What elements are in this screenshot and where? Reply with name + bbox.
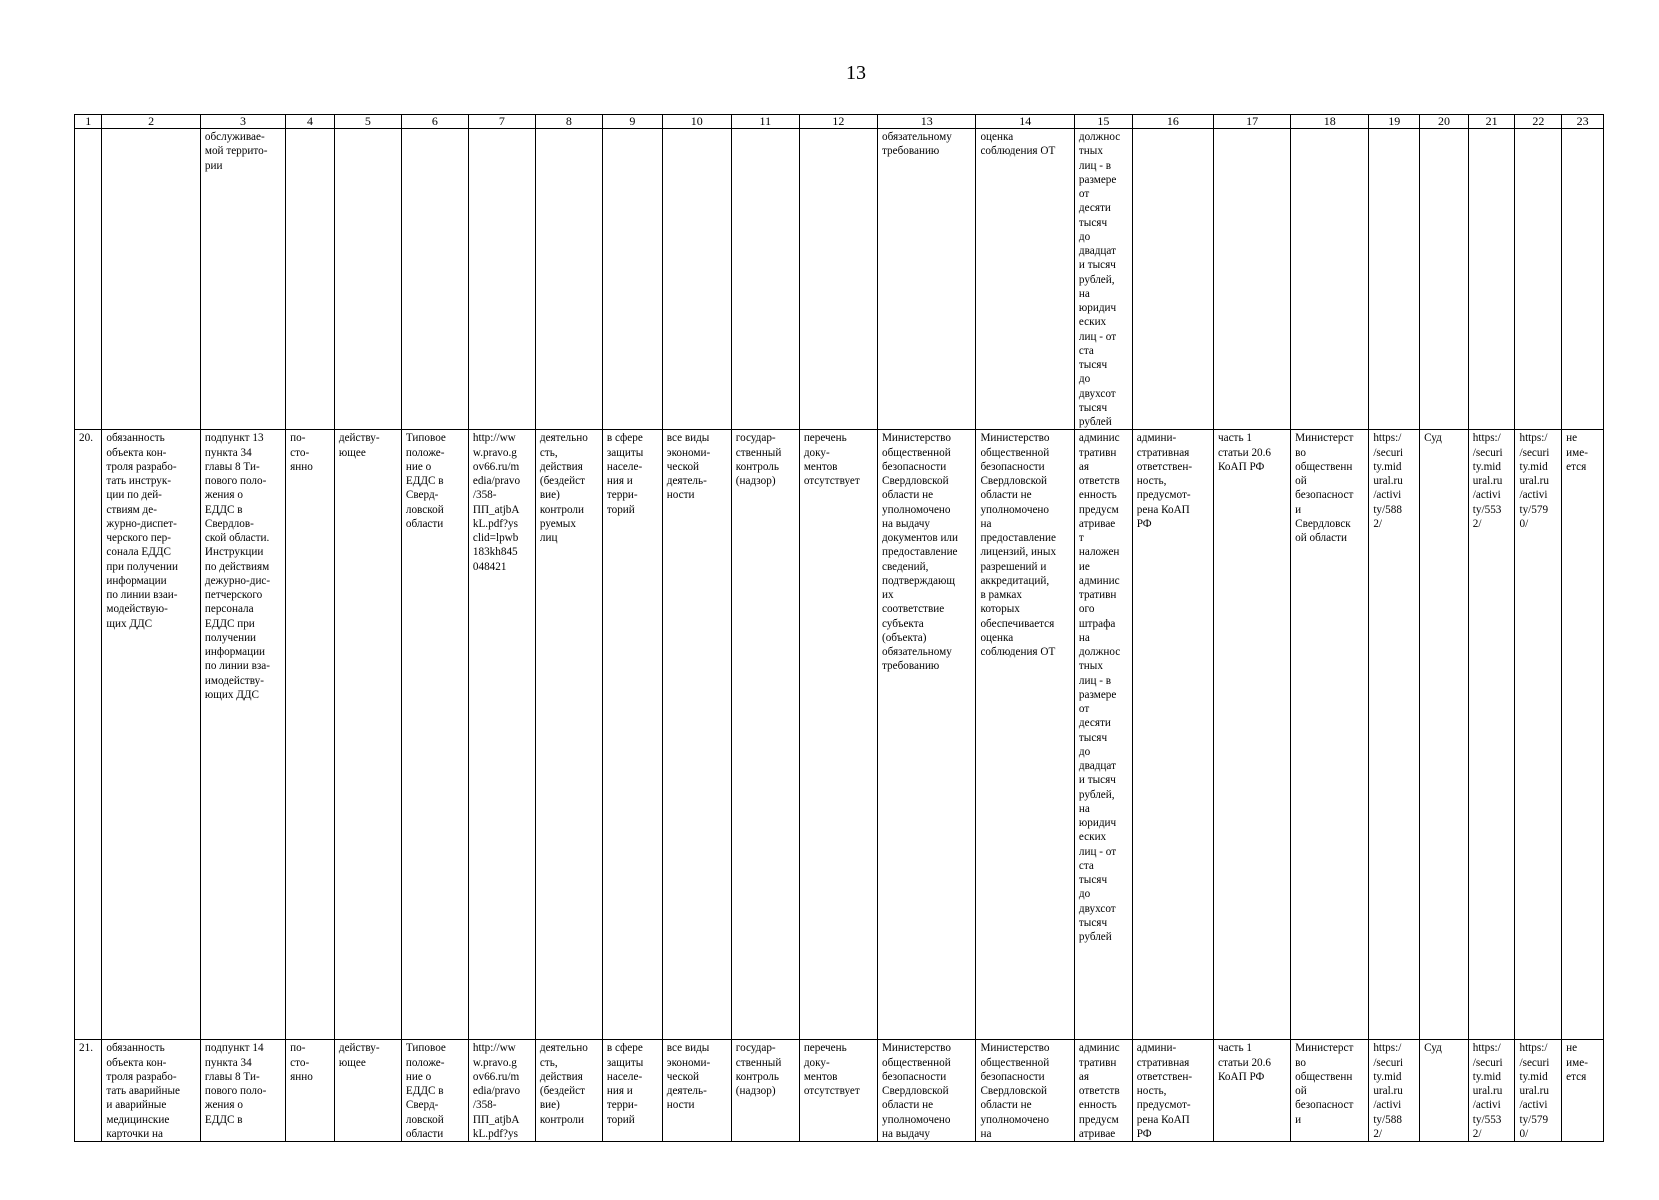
table-cell <box>1420 129 1469 430</box>
col-num: 22 <box>1515 115 1562 129</box>
cell-text: 20. <box>79 432 93 445</box>
cell-text: государ- ственный контроль (надзор) <box>735 432 782 487</box>
cell-text: деятельно сть, действия (бездейст вие) контроли <box>539 1042 588 1126</box>
table-cell <box>334 1040 401 1142</box>
table-cell <box>731 430 799 1040</box>
cell-text: Министерство общественной безопасности Свердловской области не уполномочено на <box>980 1042 1050 1140</box>
table-cell <box>468 129 535 430</box>
table-cell <box>102 129 200 430</box>
cell-text: Министерст во общественн ой безопасност и Свердловск ой области <box>1295 432 1354 544</box>
table-cell <box>1420 430 1469 1040</box>
table-cell <box>662 129 731 430</box>
col-num: 6 <box>401 115 468 129</box>
table-cell <box>334 430 401 1040</box>
col-num: 19 <box>1369 115 1420 129</box>
table-cell <box>976 129 1074 430</box>
table-cell <box>1468 129 1515 430</box>
table-cell <box>1132 430 1213 1040</box>
col-num: 4 <box>286 115 335 129</box>
table-cell <box>1074 430 1132 1040</box>
table-cell <box>731 1040 799 1142</box>
table-cell <box>1562 1040 1604 1142</box>
cell-text: 21. <box>79 1042 93 1055</box>
cell-text: не име- ется <box>1566 1042 1588 1083</box>
table-cell <box>286 1040 335 1142</box>
col-num: 13 <box>877 115 975 129</box>
table-cell <box>877 129 975 430</box>
table-cell <box>1369 430 1420 1040</box>
cell-text: обязательному требованию <box>881 131 952 158</box>
table-cell <box>468 430 535 1040</box>
cell-text: админис тративн ая ответств енность предусм атривае т наложен ие админис тративн ого штрафа на должнос тных лиц - в размере от десяти тысяч до двадцат и тысяч рублей, на юридич еских лиц - от ста тысяч до двухсот тысяч рублей <box>1078 432 1121 943</box>
cell-text: Суд <box>1424 432 1442 445</box>
cell-text: все виды экономи- ческой деятель- ности <box>666 1042 711 1112</box>
table-cell <box>1369 129 1420 430</box>
table-cell <box>401 129 468 430</box>
table-cell <box>799 430 877 1040</box>
table-cell <box>1214 129 1291 430</box>
table-cell <box>1562 129 1604 430</box>
col-num: 7 <box>468 115 535 129</box>
column-number-row <box>75 115 1604 129</box>
cell-text: Министерство общественной безопасности Свердловской области не уполномочено на выдачу документов или предоставление сведений, подтверждающ их соответствие субъекта (объекта) обязательному требованию <box>881 432 958 673</box>
table-cell <box>799 129 877 430</box>
table-cell <box>877 430 975 1040</box>
cell-text: Типовое положе- ние о ЕДДС в Сверд- ловской области <box>405 432 446 530</box>
table-cell <box>1291 129 1369 430</box>
cell-text: подпункт 13 пункта 34 главы 8 Ти- пового поло- жения о ЕДДС в Свердлов- ской области. Инструкции по действиям дежурно-дис- петчерского персонала ЕДДС при получении информации по линии вза- имодейству- ющих ДДС <box>204 432 271 701</box>
table-cell <box>1214 1040 1291 1142</box>
table-cell <box>1291 1040 1369 1142</box>
table-cell <box>535 1040 602 1142</box>
cell-text: Министерство общественной безопасности Свердловской области не уполномочено на выдачу <box>881 1042 951 1140</box>
col-num: 11 <box>731 115 799 129</box>
cell-text: Министерство общественной безопасности Свердловской области не уполномочено на предоставление лицензий, иных разрешений и аккредитаций, в рамках которых обеспечивается оценка соблюдения ОТ <box>980 432 1057 658</box>
cell-text: http://ww w.pravo.g ov66.ru/m edia/pravo /358- ПП_atjbA kL.pdf?ys <box>472 1042 521 1140</box>
table-cell <box>731 129 799 430</box>
table-cell <box>200 129 285 430</box>
table-cell <box>1214 430 1291 1040</box>
col-num: 23 <box>1562 115 1604 129</box>
cell-text: https:/ /securi ty.mid ural.ru /activi ty/579 0/ <box>1519 1042 1550 1140</box>
col-num: 21 <box>1468 115 1515 129</box>
table-cell <box>468 1040 535 1142</box>
table-cell <box>1420 1040 1469 1142</box>
cell-text: обязанность объекта кон- троля разрабо- тать инструк- ции по дей- ствиям де- журно-диспет- черского пер- сонала ЕДДС при получении информации по линии взаи- модействую- щих ДДС <box>106 432 178 630</box>
cell-text: https:/ /securi ty.mid ural.ru /activi ty/553 2/ <box>1472 1042 1503 1140</box>
col-num: 8 <box>535 115 602 129</box>
cell-text: часть 1 статьи 20.6 КоАП РФ <box>1218 432 1272 473</box>
cell-text: Типовое положе- ние о ЕДДС в Сверд- ловской области <box>405 1042 446 1140</box>
table-cell <box>286 129 335 430</box>
col-num: 5 <box>334 115 401 129</box>
cell-text: в сфере защиты населе- ния и терри- торий <box>606 1042 644 1126</box>
table-cell <box>799 1040 877 1142</box>
table-cell <box>602 1040 662 1142</box>
table-cell <box>401 1040 468 1142</box>
col-num: 18 <box>1291 115 1369 129</box>
cell-text: https:/ /securi ty.mid ural.ru /activi ty/588 2/ <box>1373 432 1404 530</box>
cell-text: по- сто- янно <box>290 432 313 473</box>
cell-text: перечень доку- ментов отсутствует <box>803 432 860 487</box>
table-cell <box>602 430 662 1040</box>
row-number-cell <box>75 129 102 430</box>
table-cell <box>1291 430 1369 1040</box>
table-cell <box>1515 129 1562 430</box>
table-cell <box>976 430 1074 1040</box>
table-cell <box>662 1040 731 1142</box>
cell-text: перечень доку- ментов отсутствует <box>803 1042 860 1097</box>
cell-text: в сфере защиты населе- ния и терри- торий <box>606 432 644 516</box>
table-cell <box>1074 1040 1132 1142</box>
col-num: 1 <box>75 115 102 129</box>
table-row <box>75 430 1604 1040</box>
table-cell <box>662 430 731 1040</box>
table-cell <box>102 430 200 1040</box>
cell-text: действу- ющее <box>338 1042 380 1069</box>
table-cell <box>1132 1040 1213 1142</box>
cell-text: https:/ /securi ty.mid ural.ru /activi ty/553 2/ <box>1472 432 1503 530</box>
table-cell <box>1515 1040 1562 1142</box>
col-num: 17 <box>1214 115 1291 129</box>
cell-text: админи- стративная ответствен- ность, предусмот- рена КоАП РФ <box>1136 432 1193 530</box>
cell-text: все виды экономи- ческой деятель- ности <box>666 432 711 502</box>
table-cell <box>976 1040 1074 1142</box>
col-num: 14 <box>976 115 1074 129</box>
cell-text: Министерст во общественн ой безопасност и <box>1295 1042 1354 1126</box>
table-cell <box>200 1040 285 1142</box>
table-cell <box>1369 1040 1420 1142</box>
col-num: 15 <box>1074 115 1132 129</box>
table-cell <box>200 430 285 1040</box>
table-cell <box>602 129 662 430</box>
cell-text: часть 1 статьи 20.6 КоАП РФ <box>1218 1042 1272 1083</box>
table-row <box>75 129 1604 430</box>
cell-text: обязанность объекта кон- троля разрабо- тать аварийные и аварийные медицинские карточки на <box>106 1042 180 1140</box>
table-cell <box>1074 129 1132 430</box>
col-num: 2 <box>102 115 200 129</box>
table-cell <box>286 430 335 1040</box>
cell-text: админи- стративная ответствен- ность, предусмот- рена КоАП РФ <box>1136 1042 1193 1140</box>
cell-text: http://ww w.pravo.g ov66.ru/m edia/pravo /358- ПП_atjbA kL.pdf?ys clid=lpwb 183kh845 048421 <box>472 432 521 573</box>
cell-text: Суд <box>1424 1042 1442 1055</box>
cell-text: действу- ющее <box>338 432 380 459</box>
cell-text: должнос тных лиц - в размере от десяти тысяч до двадцат и тысяч рублей, на юридич еских лиц - от ста тысяч до двухсот тысяч рублей <box>1078 131 1121 428</box>
table-cell <box>535 430 602 1040</box>
cell-text: по- сто- янно <box>290 1042 313 1083</box>
cell-text: https:/ /securi ty.mid ural.ru /activi ty/588 2/ <box>1373 1042 1404 1140</box>
cell-text: админис тративн ая ответств енность предусм атривае <box>1078 1042 1120 1140</box>
cell-text: подпункт 14 пункта 34 главы 8 Ти- пового поло- жения о ЕДДС в <box>204 1042 267 1126</box>
col-num: 20 <box>1420 115 1469 129</box>
cell-text: не име- ется <box>1566 432 1588 473</box>
table-cell <box>1562 430 1604 1040</box>
cell-text: обслуживае- мой террито- рии <box>204 131 268 172</box>
table-cell <box>877 1040 975 1142</box>
table-cell <box>1132 129 1213 430</box>
row-number-cell <box>75 1040 102 1142</box>
table-cell <box>334 129 401 430</box>
table-cell <box>535 129 602 430</box>
col-num: 12 <box>799 115 877 129</box>
table-cell <box>1515 430 1562 1040</box>
page-number: 13 <box>846 62 866 84</box>
col-num: 9 <box>602 115 662 129</box>
cell-text: государ- ственный контроль (надзор) <box>735 1042 782 1097</box>
col-num: 3 <box>200 115 285 129</box>
col-num: 10 <box>662 115 731 129</box>
col-num: 16 <box>1132 115 1213 129</box>
cell-text: оценка соблюдения ОТ <box>980 131 1056 158</box>
cell-text: деятельно сть, действия (бездейст вие) контроли руемых лиц <box>539 432 588 544</box>
table-cell <box>1468 1040 1515 1142</box>
cell-text: https:/ /securi ty.mid ural.ru /activi ty/579 0/ <box>1519 432 1550 530</box>
row-number-cell <box>75 430 102 1040</box>
table-cell <box>1468 430 1515 1040</box>
obligations-table <box>74 114 1604 1142</box>
table-row <box>75 1040 1604 1142</box>
table-cell <box>102 1040 200 1142</box>
table-cell <box>401 430 468 1040</box>
